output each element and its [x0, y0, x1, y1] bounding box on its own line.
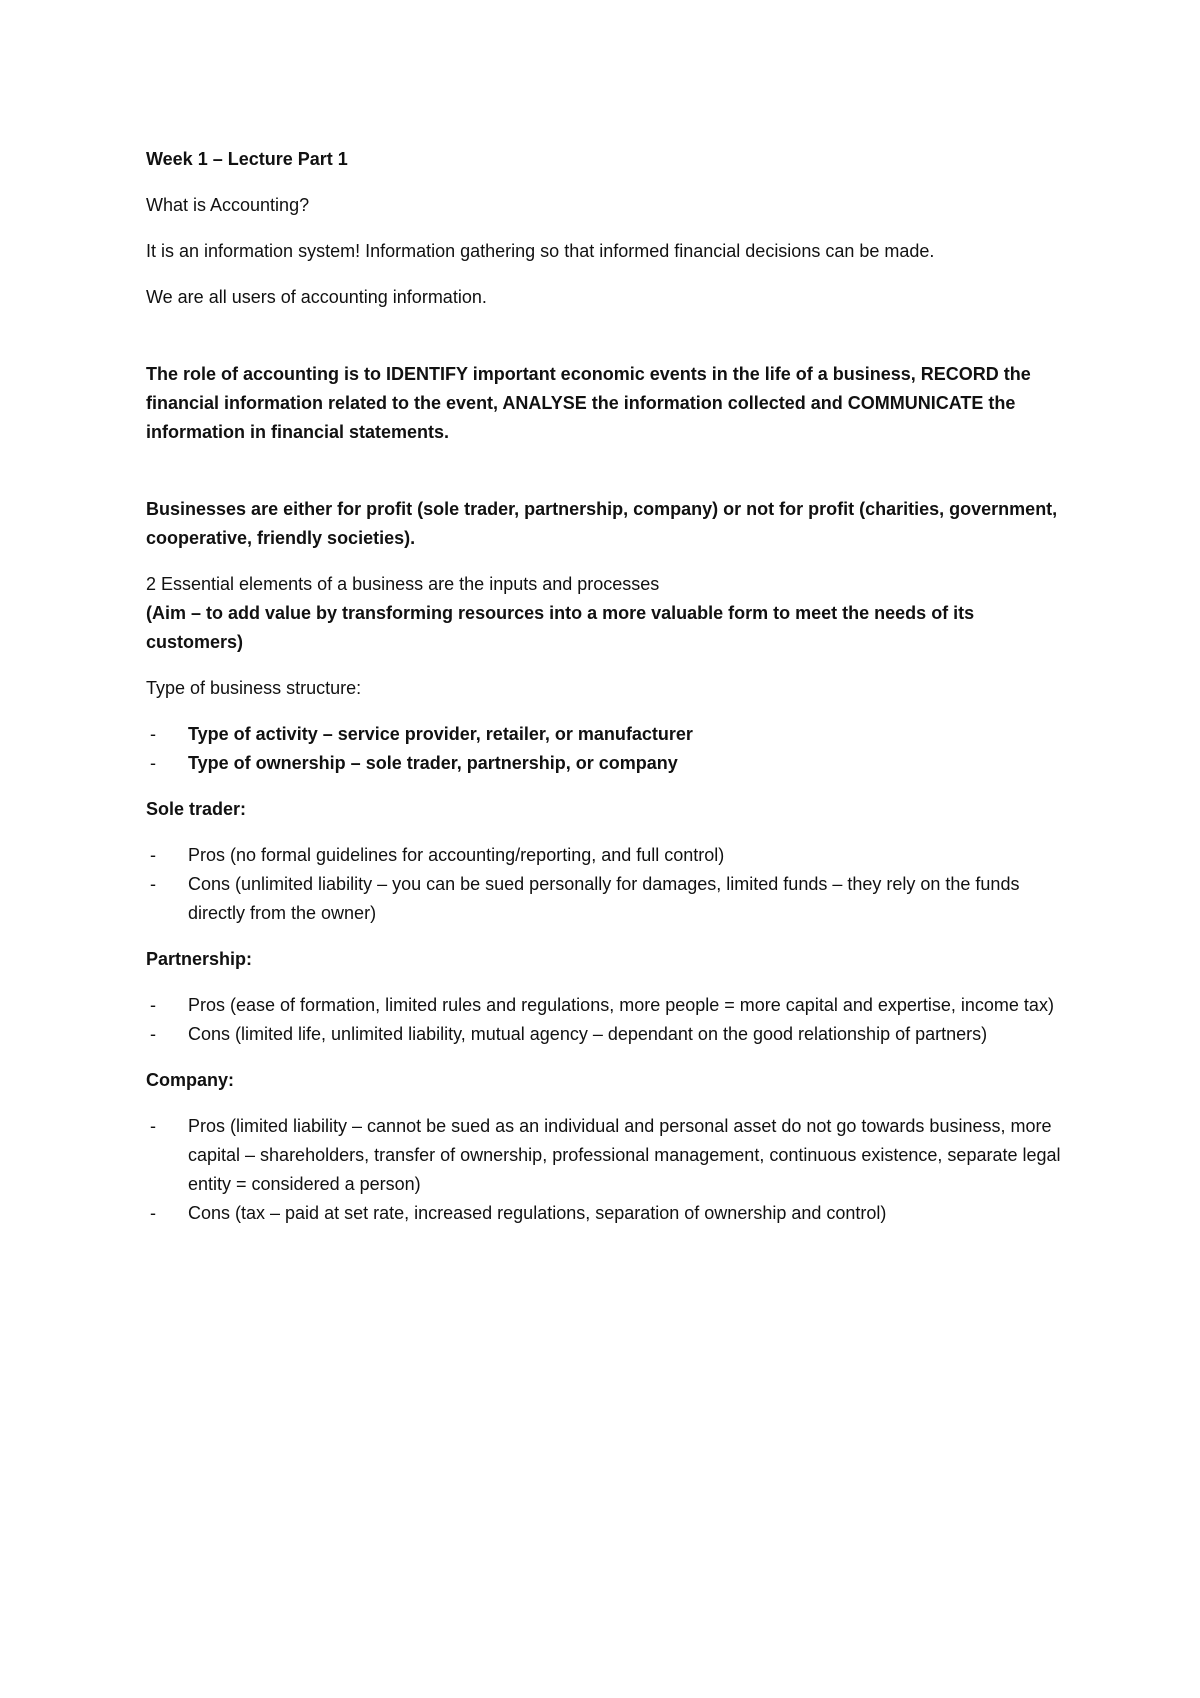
sole-trader-heading: Sole trader: — [146, 799, 247, 819]
list-item: - Pros (no formal guidelines for accounting/reporting, and full control) — [146, 841, 1066, 870]
list-item: - Cons (tax – paid at set rate, increased regulations, separation of ownership and control) — [146, 1199, 1066, 1228]
elements-line: 2 Essential elements of a business are the inputs and processes — [146, 574, 660, 594]
aim-line: (Aim – to add value by transforming resources into a more valuable form to meet the needs of its customers) — [146, 603, 975, 652]
list-item: - Type of ownership – sole trader, partnership, or company — [146, 749, 1066, 778]
partnership-list — [146, 991, 1066, 1049]
company-heading: Company: — [146, 1070, 235, 1090]
role-paragraph: The role of accounting is to IDENTIFY important economic events in the life of a business, RECORD the financial information related to the event, ANALYSE the information collected and COMMUNICATE the information in financial statements. — [146, 364, 1031, 442]
list-item: - Pros (ease of formation, limited rules and regulations, more people = more capital and expertise, income tax) — [146, 991, 1066, 1020]
list-item: - Pros (limited liability – cannot be sued as an individual and personal asset do not go towards business, more capital – shareholders, transfer of ownership, professional management, continuous existence, separate legal entity = considered a person) — [146, 1112, 1066, 1199]
spacer — [146, 312, 1066, 360]
partnership-heading: Partnership: — [146, 949, 253, 969]
intro-paragraph: It is an information system! Information gathering so that informed financial decisions can be made. — [146, 241, 935, 261]
question-line: What is Accounting? — [146, 195, 310, 215]
document-title: Week 1 – Lecture Part 1 — [146, 149, 348, 169]
company-list — [146, 1112, 1066, 1228]
structure-heading: Type of business structure: — [146, 678, 362, 698]
sole-trader-list — [146, 841, 1066, 928]
spacer — [146, 447, 1066, 495]
users-paragraph: We are all users of accounting information. — [146, 287, 487, 307]
list-item: - Type of activity – service provider, retailer, or manufacturer — [146, 720, 1066, 749]
structure-list — [146, 720, 1066, 778]
list-item: - Cons (limited life, unlimited liability, mutual agency – dependant on the good relationship of partners) — [146, 1020, 1066, 1049]
document-body — [146, 145, 1066, 1245]
businesses-paragraph: Businesses are either for profit (sole trader, partnership, company) or not for profit (charities, government, cooperative, friendly societies). — [146, 499, 1058, 548]
list-item: - Cons (unlimited liability – you can be sued personally for damages, limited funds – they rely on the funds directly from the owner) — [146, 870, 1066, 928]
